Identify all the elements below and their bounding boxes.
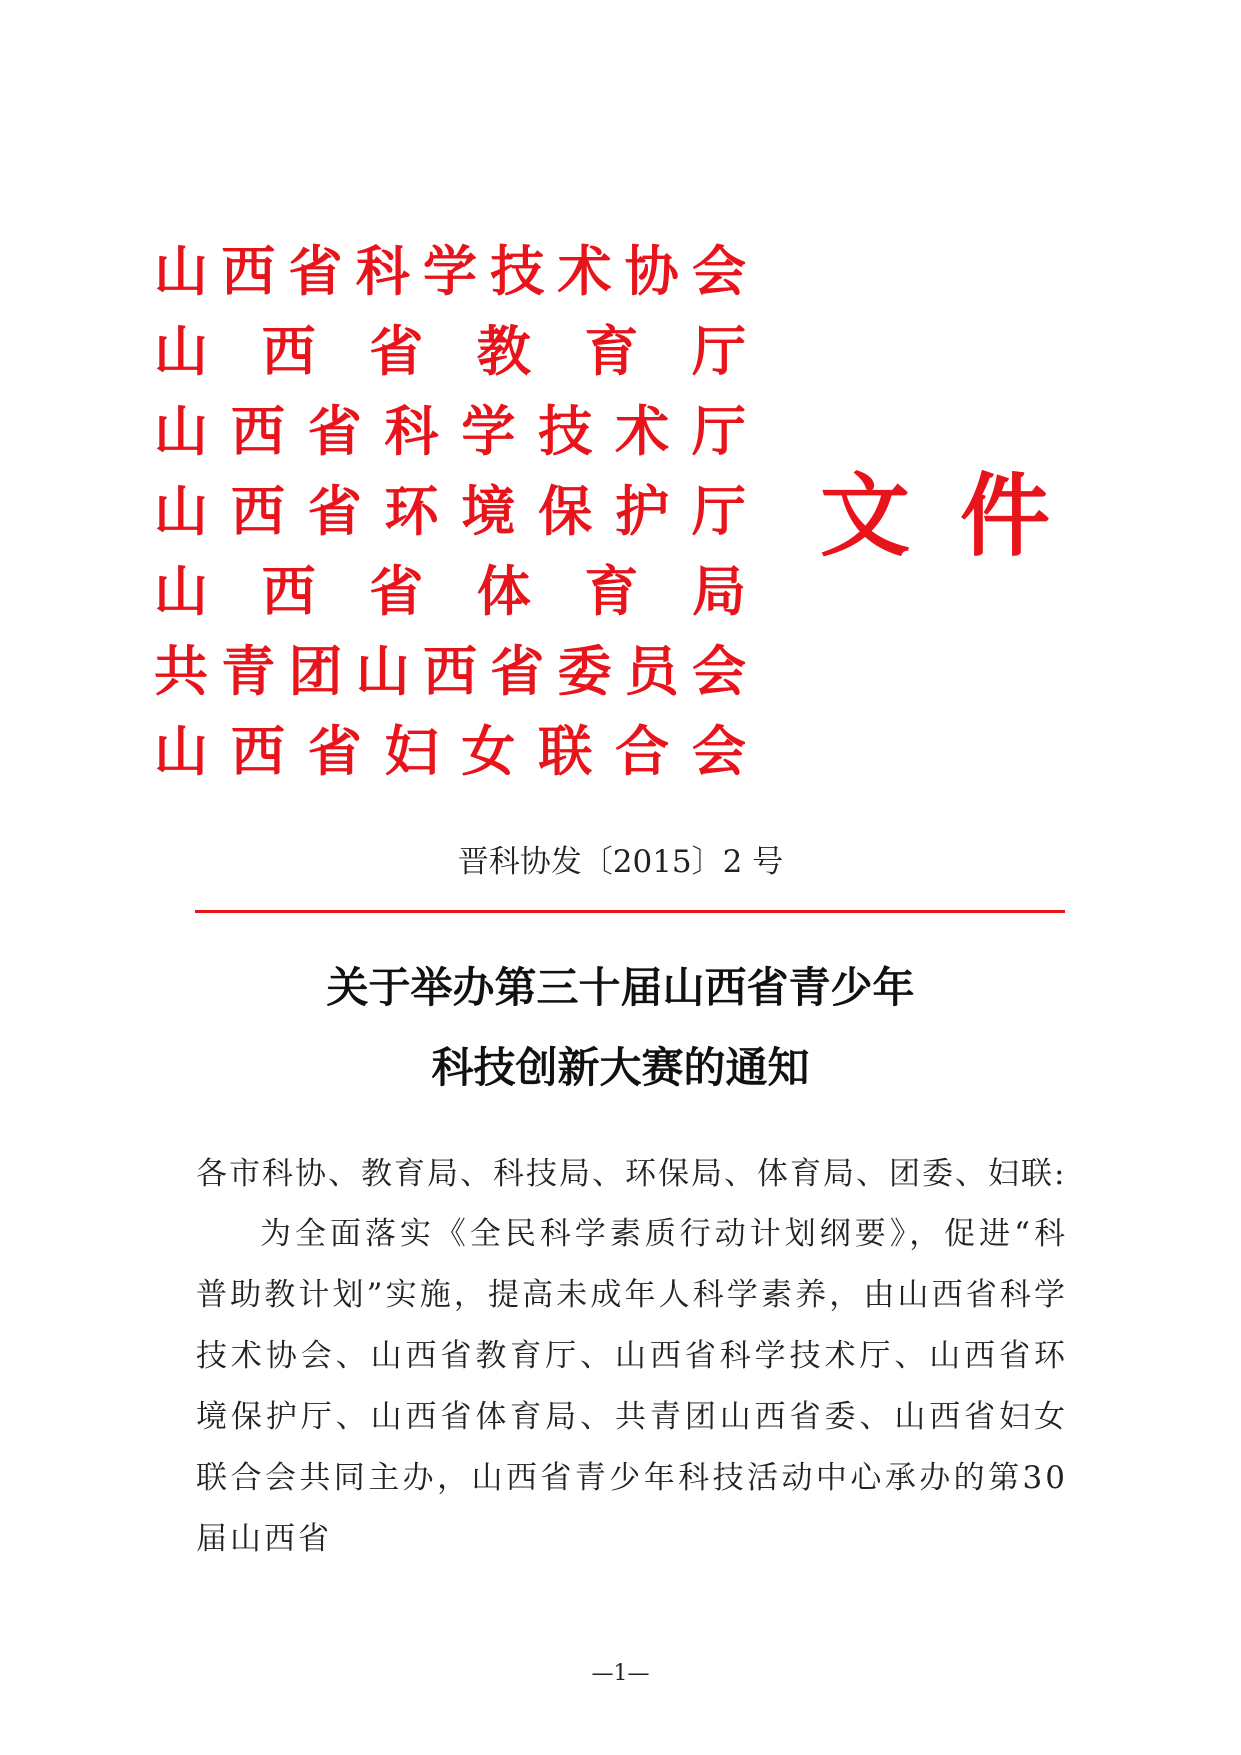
title-line-1: 关于举办第三十届山西省青少年 bbox=[326, 963, 915, 1012]
issuer-line: 山 西 省 体 育 局 bbox=[154, 560, 746, 623]
addressee: 各市科协、教育局、科技局、环保局、体育局、团委、妇联: bbox=[196, 1156, 1067, 1192]
issuer-line: 共 青 团 山 西 省 委 员 会 bbox=[154, 640, 746, 703]
issuer-line: 山 西 省 科 学 技 术 协 会 bbox=[154, 240, 746, 303]
issuer-line: 山 西 省 环 境 保 护 厅 bbox=[154, 480, 746, 543]
issuer-line: 山 西 省 教 育 厅 bbox=[154, 320, 746, 383]
title-line-2: 科技创新大赛的通知 bbox=[431, 1043, 810, 1092]
issuing-organizations bbox=[150, 232, 750, 792]
red-divider bbox=[195, 910, 1065, 913]
document-title bbox=[0, 948, 1241, 1108]
document-number: 晋科协发〔2015〕2 号 bbox=[457, 844, 784, 880]
document-label: 文 件 bbox=[820, 464, 1050, 569]
body-paragraph: 为全面落实《全民科学素质行动计划纲要》，促进“科普助教计划”实施，提高未成年人科学素养，由山西省科学技术协会、山西省教育厅、山西省科学技术厅、山西省环境保护厅、山西省体育局、共青团山西省委、山西省妇女联合会共同主办，山西省青少年科技活动中心承办的第30届山西省 bbox=[196, 1216, 1068, 1557]
page-number: —1— bbox=[591, 1661, 650, 1686]
issuer-line: 山 西 省 科 学 技 术 厅 bbox=[154, 400, 746, 463]
issuer-line: 山 西 省 妇 女 联 合 会 bbox=[154, 720, 746, 783]
